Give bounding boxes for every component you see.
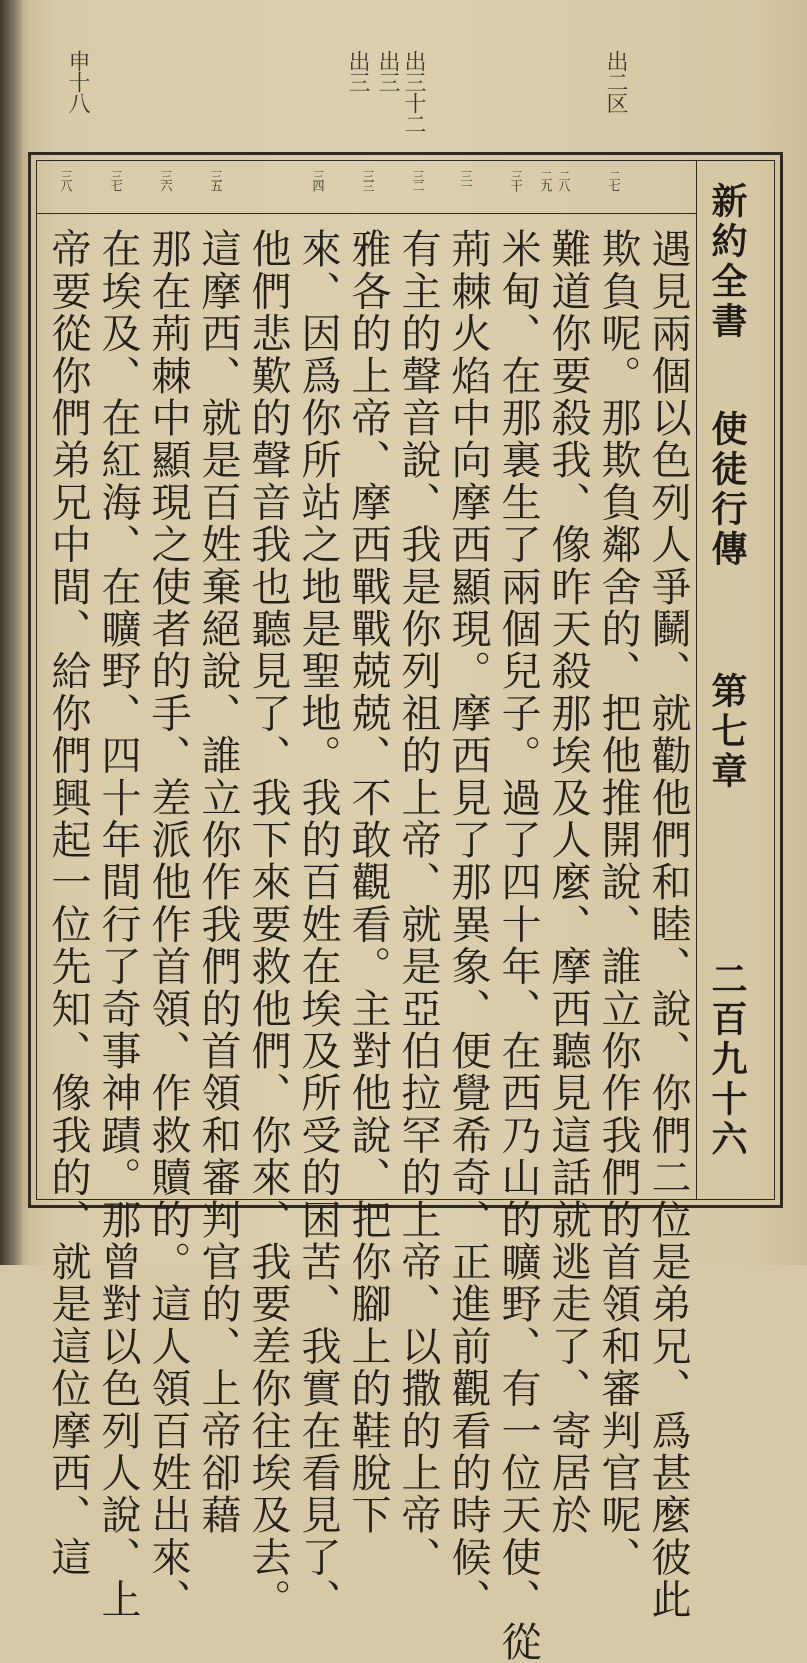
book-title: 新約全書 xyxy=(706,182,748,342)
margin-note: 出三 xyxy=(375,50,400,92)
text-column: 有主的聲音說、我是你列祖的上帝、就是亞伯拉罕的上帝、以撒的上帝、 xyxy=(395,228,441,1579)
text-column: 雅各的上帝、摩西戰戰兢兢、不敢觀看。主對他說、把你腳上的鞋脫下 xyxy=(345,228,391,1537)
verse-number: 二七 xyxy=(607,170,621,190)
page-number: 二百九十六 xyxy=(706,960,748,1160)
book-spine xyxy=(0,0,22,1265)
text-column: 難道你要殺我、像昨天殺那埃及人麼、摩西聽見這話就逃走了、寄居於 xyxy=(545,228,591,1537)
verse-number: 三四 xyxy=(311,170,325,190)
margin-note: 出三 xyxy=(345,50,370,92)
text-column: 遇見兩個以色列人爭鬭、就勸他們和睦、說、你們二位是弟兄、爲甚麼彼此 xyxy=(645,228,691,1621)
verse-number: 三二 xyxy=(411,170,425,190)
verse-number: 二八 xyxy=(557,170,571,190)
section-title: 使徒行傳 xyxy=(706,410,748,570)
verse-number: 三七 xyxy=(109,170,123,190)
chapter-title: 第七章 xyxy=(706,672,748,792)
text-column: 來、因爲你所站之地是聖地。我的百姓在埃及所受的困苦、我實在看見了、 xyxy=(295,228,341,1621)
header-divider xyxy=(696,160,697,1200)
text-column: 這摩西、就是百姓棄絕說、誰立你作我們的首領和審判官的、上帝卻藉 xyxy=(195,228,241,1537)
verse-number: 二九 xyxy=(539,170,553,190)
text-column: 在埃及、在紅海、在曠野、四十年間行了奇事神蹟。那曾對以色列人說、上 xyxy=(95,228,141,1621)
text-column: 欺負呢。那欺負鄰舍的、把他推開說、誰立你作我們的首領和審判官呢、 xyxy=(595,228,641,1579)
verse-number: 三五 xyxy=(209,170,223,190)
verse-number-rule xyxy=(36,213,696,214)
verse-number: 三六 xyxy=(159,170,173,190)
verse-number: 三八 xyxy=(59,170,73,190)
margin-note: 出三十二 xyxy=(401,50,426,134)
verse-number: 三一 xyxy=(459,170,473,190)
margin-note: 申十八 xyxy=(65,50,90,113)
text-column: 米甸、在那裏生了兩個兒子。過了四十年、在西乃山的曠野、有一位天使、從 xyxy=(495,228,541,1663)
text-column: 那在荊棘中顯現之使者的手、差派他作首領、作救贖的。這人領百姓出來、 xyxy=(145,228,191,1621)
text-column: 帝要從你們弟兄中間、給你們興起一位先知、像我的、就是這位摩西、這 xyxy=(45,228,91,1579)
verse-number: 三三 xyxy=(361,170,375,190)
text-column: 荊棘火焰中向摩西顯現。摩西見了那異象、便覺希奇、正進前觀看的時候、 xyxy=(445,228,491,1621)
text-column: 他們悲歎的聲音我也聽見了、我下來要救他們、你來、我要差你往埃及去。 xyxy=(245,228,291,1621)
margin-note: 出二区 xyxy=(603,50,628,113)
verse-number: 三十 xyxy=(509,170,523,190)
